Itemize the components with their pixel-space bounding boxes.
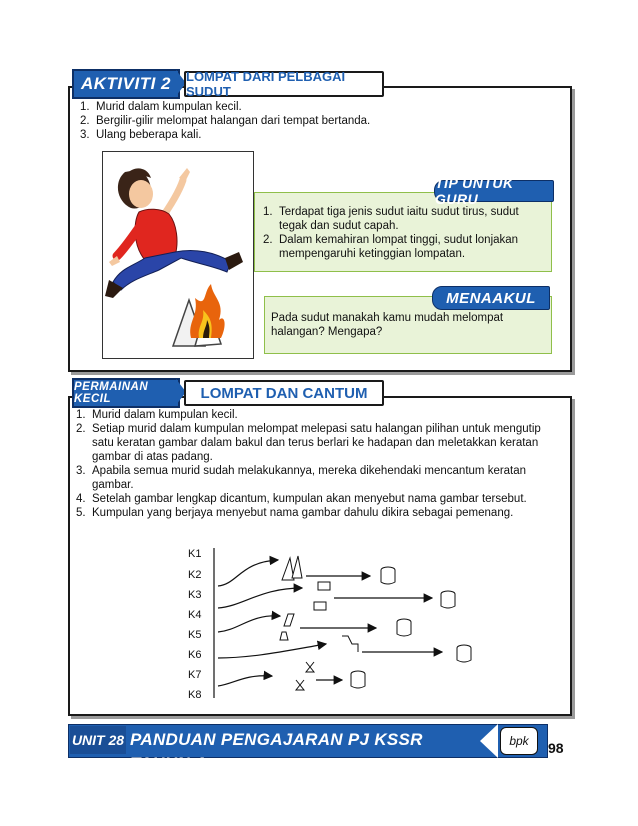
basket-icon — [351, 671, 365, 688]
footer-unit-badge — [70, 726, 126, 754]
list-item: 4. Setelah gambar lengkap dicantum, kumpulan akan menyebut nama gambar tersebut. — [76, 493, 527, 505]
game-tab-label: PERMAINAN KECIL — [74, 381, 149, 405]
route-curve — [218, 588, 302, 608]
hurdle-icon — [318, 582, 330, 590]
group-label: K3 — [188, 589, 202, 601]
menaakul-label: MENAAKUL — [446, 289, 536, 307]
teacher-tip-label: TIP UNTUK GURU — [435, 175, 514, 207]
hurdle-icon — [292, 556, 302, 578]
list-item: 3. Ulang beberapa kali. — [80, 129, 202, 141]
game-route-diagram — [210, 540, 500, 705]
group-label: K6 — [188, 649, 202, 661]
jumping-illustration — [102, 151, 254, 359]
bpk-logo-text: bpk — [509, 734, 529, 748]
group-label: K4 — [188, 609, 202, 621]
group-label: K8 — [188, 689, 202, 701]
game-title: LOMPAT DAN CANTUM — [200, 384, 368, 402]
basket-icon — [457, 645, 471, 662]
bpk-logo — [500, 727, 538, 755]
footer-unit-label: UNIT 28 — [71, 732, 125, 748]
basket-icon — [397, 619, 411, 636]
list-item: 5. Kumpulan yang berjaya menyebut nama gambar dahulu dikira sebagai pemenang. — [76, 507, 514, 519]
activity-title: LOMPAT DARI PELBAGAI SUDUT — [186, 69, 346, 99]
page-number: 98 — [548, 740, 564, 756]
group-label: K5 — [188, 629, 202, 641]
list-item: 2. Dalam kemahiran lompat tinggi, sudut lonjakan mempengaruhi ketinggian lompatan. — [263, 234, 519, 260]
hurdle-icon — [342, 636, 358, 652]
activity-steps — [80, 100, 550, 142]
route-curve — [218, 560, 278, 586]
list-item: 1. Murid dalam kumpulan kecil. — [76, 409, 238, 421]
game-tab — [72, 378, 180, 408]
route-curve — [218, 644, 326, 658]
route-curve — [218, 616, 280, 632]
basket-icon — [441, 591, 455, 608]
group-label: K7 — [188, 669, 202, 681]
footer-title: PANDUAN PENGAJARAN PJ KSSR TAHUN 4 — [130, 730, 423, 773]
hurdle-icon — [296, 680, 304, 690]
hurdle-icon — [280, 632, 288, 640]
list-item: 1. Terdapat tiga jenis sudut iaitu sudut tirus, sudut tegak dan sudut capah. — [263, 206, 519, 232]
list-item: 1. Murid dalam kumpulan kecil. — [80, 101, 242, 113]
activity-tab-label: AKTIVITI 2 — [80, 74, 171, 93]
teacher-tip-tab — [434, 175, 554, 207]
menaakul-tab — [432, 286, 550, 310]
footer-arrow — [480, 724, 498, 758]
list-item: 2. Setiap murid dalam kumpulan melompat melepasi satu halangan pilihan untuk mengutip satu keratan gambar dalam bakul dan terus berlari ke hadapan dan meletakkan keratan gambar di atas padang. — [76, 423, 541, 463]
activity-title-tab — [184, 71, 384, 97]
activity-tab — [72, 69, 180, 99]
route-curve — [218, 676, 272, 686]
group-label: K1 — [188, 548, 202, 560]
game-steps — [76, 408, 546, 520]
hurdle-icon — [314, 602, 326, 610]
list-item: 3. Apabila semua murid sudah melakukannya, mereka dikehendaki mencantum keratan gambar. — [76, 465, 527, 491]
hurdle-icon — [306, 662, 314, 672]
basket-icon — [381, 567, 395, 584]
menaakul-text: Pada sudut manakah kamu mudah melompat halangan? Mengapa? — [271, 312, 504, 338]
teacher-tip-list — [263, 205, 545, 261]
group-label: K2 — [188, 569, 202, 581]
game-title-tab — [184, 380, 384, 406]
jumping-boy-figure — [103, 152, 253, 358]
list-item: 2. Bergilir-gilir melompat halangan dari tempat bertanda. — [80, 115, 371, 127]
hurdle-icon — [284, 614, 294, 626]
